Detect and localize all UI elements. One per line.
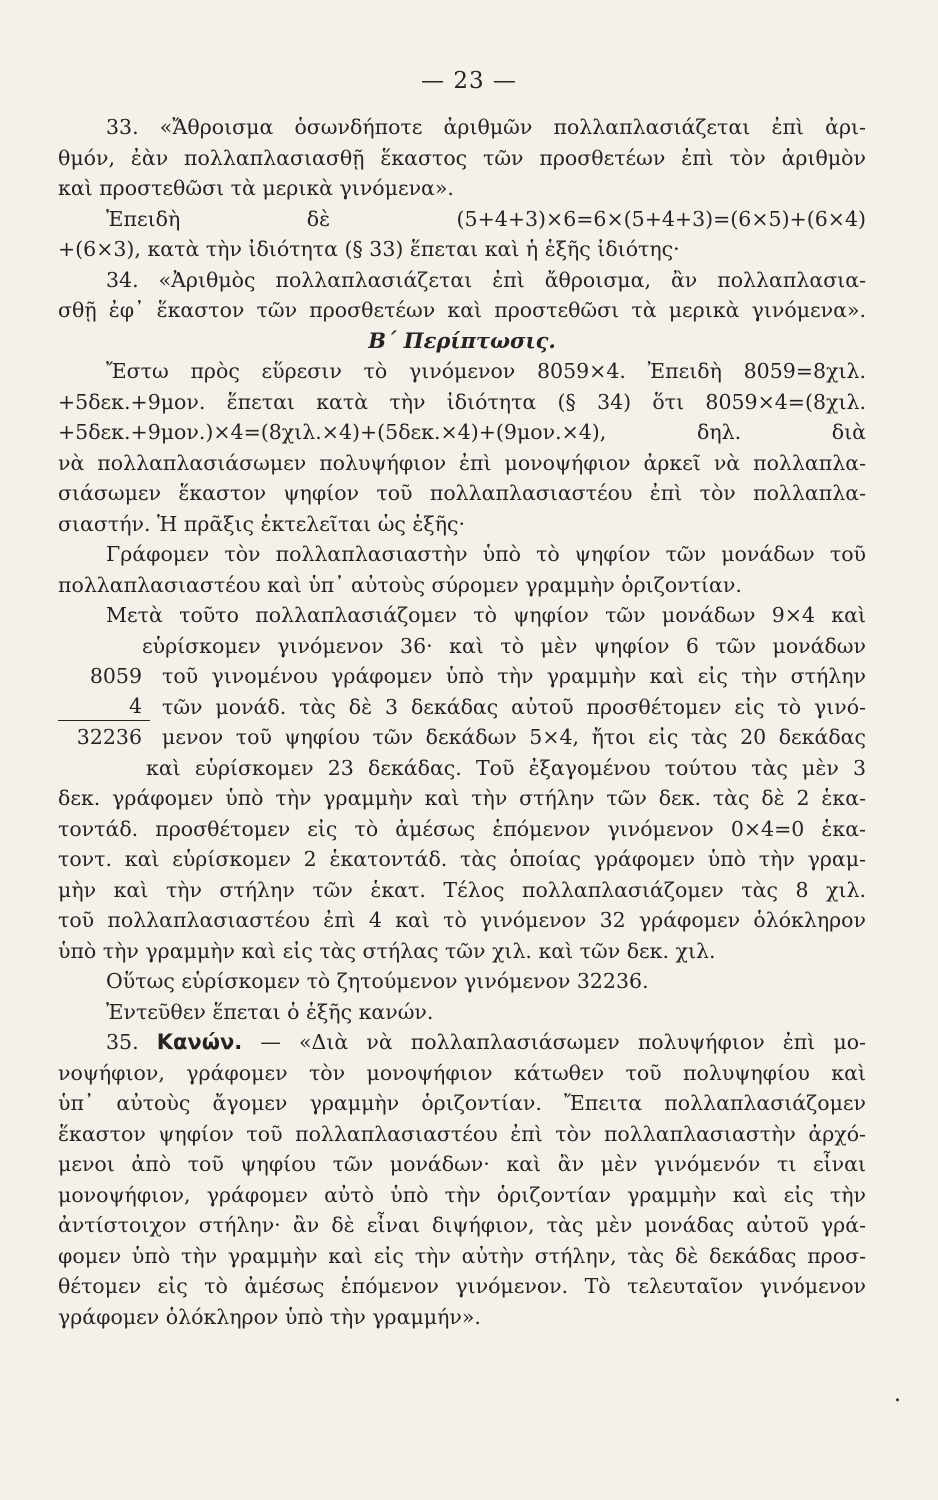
multiplier: 4 xyxy=(58,692,150,721)
body-text xyxy=(58,112,866,1332)
text-line: γράφομεν ὁλόκληρον ὑπὸ τὴν γραμμήν». xyxy=(58,1304,481,1329)
text-line: +5δεκ.+9μον.)×4=(8χιλ.×4)+(5δεκ.×4)+(9μον.×4), δηλ. διὰ xyxy=(58,420,866,444)
text-line: πολλαπλασιαστέου καὶ ὑπ᾽ αὐτοὺς σύρομεν γραμμὴν ὁριζοντίαν. xyxy=(58,572,742,597)
text-line: Οὕτως εὑρίσκομεν τὸ ζητούμενον γινόμενον 32236. xyxy=(106,969,649,993)
text-line: μὴν καὶ τὴν στήλην τῶν ἑκατ. Τέλος πολλαπλασιάζομεν τὰς 8 χιλ. xyxy=(58,877,866,902)
text-line: σιαστήν. Ἡ πρᾶξις ἐκτελεῖται ὡς ἑξῆς· xyxy=(58,511,465,536)
text-line: τοντ. καὶ εὑρίσκομεν 2 ἑκατοντάδ. τὰς ὁποίας γράφομεν ὑπὸ τὴν γραμ- xyxy=(58,847,866,871)
multiplicand: 8059 xyxy=(89,664,142,688)
rule-line xyxy=(58,1027,866,1058)
text-line: Ἐντεῦθεν ἕπεται ὁ ἑξῆς κανών. xyxy=(106,999,434,1024)
text-line: θμόν, ἐὰν πολλαπλασιασθῇ ἕκαστος τῶν προσθετέων ἐπὶ τὸν ἀριθμὸν xyxy=(58,145,866,170)
text-line: τῶν μονάδ. τὰς δὲ 3 δεκάδας αὐτοῦ προσθέτομεν εἰς τὸ γινό- xyxy=(162,694,866,719)
text-line: τοντάδ. προσθέτομεν εἰς τὸ ἀμέσως ἑπόμενον γινόμενον 0×4=0 ἑκα- xyxy=(58,816,866,841)
text-line: νὰ πολλαπλασιάσωμεν πολυψήφιον ἐπὶ μονοψήφιον ἀρκεῖ νὰ πολλαπλα- xyxy=(58,450,866,475)
calculation-line xyxy=(58,692,866,723)
text-line: σθῇ ἐφ᾽ ἕκαστον τῶν προσθετέων καὶ προστεθῶσι τὰ μερικὰ γινόμενα». xyxy=(58,298,866,322)
text-line: +(6×3), κατὰ τὴν ἰδιότητα (§ 33) ἕπεται καὶ ἡ ἑξῆς ἰδιότης· xyxy=(58,237,680,261)
text-line: ἀντίστοιχον στήλην· ἂν δὲ εἶναι διψήφιον, τὰς μὲν μονάδας αὐτοῦ γρά- xyxy=(58,1213,866,1237)
text-line: Μετὰ τοῦτο πολλαπλασιάζομεν τὸ ψηφίον τῶν μονάδων 9×4 καὶ xyxy=(106,603,866,627)
calculation-line xyxy=(58,661,866,692)
text-line: ὑπὸ τὴν γραμμὴν καὶ εἰς τὰς στήλας τῶν χιλ. καὶ τῶν δεκ. χιλ. xyxy=(58,938,716,963)
text-line: θέτομεν εἰς τὸ ἀμέσως ἑπόμενον γινόμενον. Τὸ τελευταῖον γινόμενον xyxy=(58,1274,866,1298)
calculation-line xyxy=(58,722,866,753)
text-line: δεκ. γράφομεν ὑπὸ τὴν γραμμὴν καὶ τὴν στήλην τῶν δεκ. τὰς δὲ 2 ἑκα- xyxy=(58,786,866,810)
rule-heading: Κανών. xyxy=(156,1030,243,1054)
text-line: τοῦ πολλαπλασιαστέου ἐπὶ 4 καὶ τὸ γινόμενον 32 γράφομεν ὁλόκληρον xyxy=(58,908,866,932)
text-line: Γράφομεν τὸν πολλαπλασιαστὴν ὑπὸ τὸ ψηφίον τῶν μονάδων τοῦ xyxy=(106,542,866,566)
text-line: εὑρίσκομεν γινόμενον 36· καὶ τὸ μὲν ψηφίον 6 τῶν μονάδων xyxy=(142,633,866,658)
page-number: — 23 — xyxy=(421,68,517,94)
text-line: νοψήφιον, γράφομεν τὸν μονοψήφιον κάτωθεν τοῦ πολυψηφίου καὶ xyxy=(58,1060,866,1085)
text-line: ἕκαστον ψηφίον τοῦ πολλαπλασιαστέου ἐπὶ τὸν πολλαπλασιαστὴν ἀρχό- xyxy=(58,1121,866,1146)
paragraph-number: 35. xyxy=(106,1030,139,1054)
text-line: μενοι ἀπὸ τοῦ ψηφίου τῶν μονάδων· καὶ ἂν μὲν γινόμενόν τι εἶναι xyxy=(58,1152,866,1176)
text-line: φομεν ὑπὸ τὴν γραμμὴν καὶ εἰς τὴν αὐτὴν στήλην, τὰς δὲ δεκάδας προσ- xyxy=(58,1243,866,1268)
print-speck: . xyxy=(894,1382,901,1407)
text-line: τοῦ γινομένου γράφομεν ὑπὸ τὴν γραμμὴν καὶ εἰς τὴν στήλην xyxy=(162,664,866,688)
text-line: 34. «Ἀριθμὸς πολλαπλασιάζεται ἐπὶ ἄθροισμα, ἂν πολλαπλασια- xyxy=(106,267,866,292)
text-line: καὶ εὑρίσκομεν 23 δεκάδας. Τοῦ ἐξαγομένου τούτου τὰς μὲν 3 xyxy=(146,755,866,780)
text-line: ὑπ᾽ αὐτοὺς ἄγομεν γραμμὴν ὁριζοντίαν. Ἔπειτα πολλαπλασιάζομεν xyxy=(58,1091,866,1115)
text-line: Ἐπειδὴ δὲ (5+4+3)×6=6×(5+4+3)=(6×5)+(6×4) xyxy=(106,206,866,231)
text-line: +5δεκ.+9μον. ἕπεται κατὰ τὴν ἰδιότητα (§ 34) ὅτι 8059×4=(8χιλ. xyxy=(58,389,866,414)
text-line: καὶ προστεθῶσι τὰ μερικὰ γινόμενα». xyxy=(58,176,454,200)
text-line: Ἔστω πρὸς εὕρεσιν τὸ γινόμενον 8059×4. Ἐπειδὴ 8059=8χιλ. xyxy=(106,359,866,383)
text-line: μενον τοῦ ψηφίου τῶν δεκάδων 5×4, ἤτοι εἰς τὰς 20 δεκάδας xyxy=(162,725,866,749)
rule-text: — «Διὰ νὰ πολλαπλασιάσωμεν πολυψήφιον ἐπὶ μο- xyxy=(260,1030,866,1054)
section-heading: Β΄ Περίπτωσις. xyxy=(368,327,556,353)
text-line: μονοψήφιον, γράφομεν αὐτὸ ὑπὸ τὴν ὁριζοντίαν γραμμὴν καὶ εἰς τὴν xyxy=(58,1182,866,1207)
product: 32236 xyxy=(76,725,142,749)
text-line: σιάσωμεν ἕκαστον ψηφίον τοῦ πολλαπλασιαστέου ἐπὶ τὸν πολλαπλα- xyxy=(58,481,866,505)
text-line: 33. «Ἄθροισμα ὁσωνδήποτε ἀριθμῶν πολλαπλασιάζεται ἐπὶ ἀρι- xyxy=(106,115,866,139)
